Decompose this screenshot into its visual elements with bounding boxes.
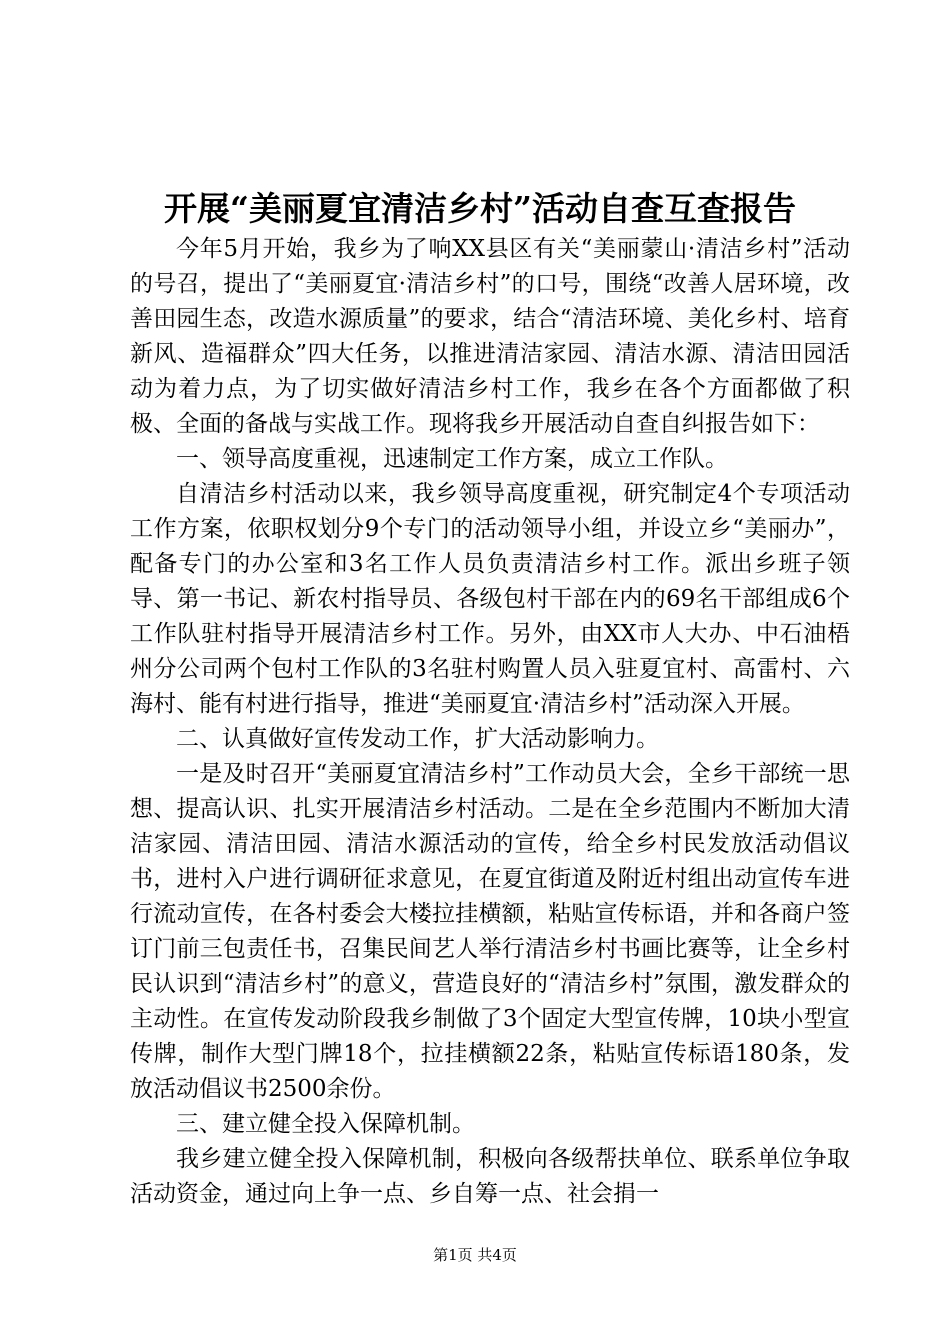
section-heading-1: 一、领导高度重视，迅速制定工作方案，成立工作队。 — [176, 446, 728, 472]
page-number-footer: 第1页 共4页 — [433, 1246, 517, 1264]
section-heading-3: 三、建立健全投入保障机制。 — [176, 1111, 475, 1137]
paragraph-section-2: 一是及时召开“美丽夏宜清洁乡村”工作动员大会，全乡干部统一思想、提高认识、扎实开展清洁乡村活动。二是在全乡范围内不断加大清洁家园、清洁田园、清洁水源活动的宣传，给全乡村民发放活动倡议书，进村入户进行调研征求意见，在夏宜街道及附近村组出动宣传车进行流动宣传，在各村委会大楼拉挂横额，粘贴宣传标语，并和各商户签订门前三包责任书，召集民间艺人举行清洁乡村书画比赛等，让全乡村民认识到“清洁乡村”的意义，营造良好的“清洁乡村”氛围，激发群众的主动性。在宣传发动阶段我乡制做了3个固定大型宣传牌，10块小型宣传牌，制作大型门牌18个，拉挂横额22条，粘贴宣传标语180条，发放活动倡议书2500余份。 — [130, 761, 850, 1102]
paragraph-section-3: 我乡建立健全投入保障机制，积极向各级帮扶单位、联系单位争取活动资金，通过向上争一点、乡自筹一点、社会捐一 — [130, 1146, 850, 1207]
paragraph-intro: 今年5月开始，我乡为了响XX县区有关“美丽蒙山·清洁乡村”活动的号召，提出了“美丽夏宜·清洁乡村”的口号，围绕“改善人居环境，改善田园生态，改造水源质量”的要求，结合“清洁环境、美化乡村、培育新风、造福群众”四大任务，以推进清洁家园、清洁水源、清洁田园活动为着力点，为了切实做好清洁乡村工作，我乡在各个方面都做了积极、全面的备战与实战工作。现将我乡开展活动自查自纠报告如下： — [130, 236, 850, 437]
paragraph-section-1: 自清洁乡村活动以来，我乡领导高度重视，研究制定4个专项活动工作方案，依职权划分9个专门的活动领导小组，并设立乡“美丽办”，配备专门的办公室和3名工作人员负责清洁乡村工作。派出乡班子领导、第一书记、新农村指导员、各级包村干部在内的69名干部组成6个工作队驻村指导开展清洁乡村工作。另外，由XX市人大办、中石油梧州分公司两个包村工作队的3名驻村购置人员入驻夏宜村、高雷村、六海村、能有村进行指导，推进“美丽夏宜·清洁乡村”活动深入开展。 — [130, 481, 850, 717]
document-title: 开展“美丽夏宜清洁乡村”活动自查互查报告 — [164, 189, 796, 228]
section-heading-2: 二、认真做好宣传发动工作，扩大活动影响力。 — [176, 726, 659, 752]
document-body — [130, 232, 850, 1212]
